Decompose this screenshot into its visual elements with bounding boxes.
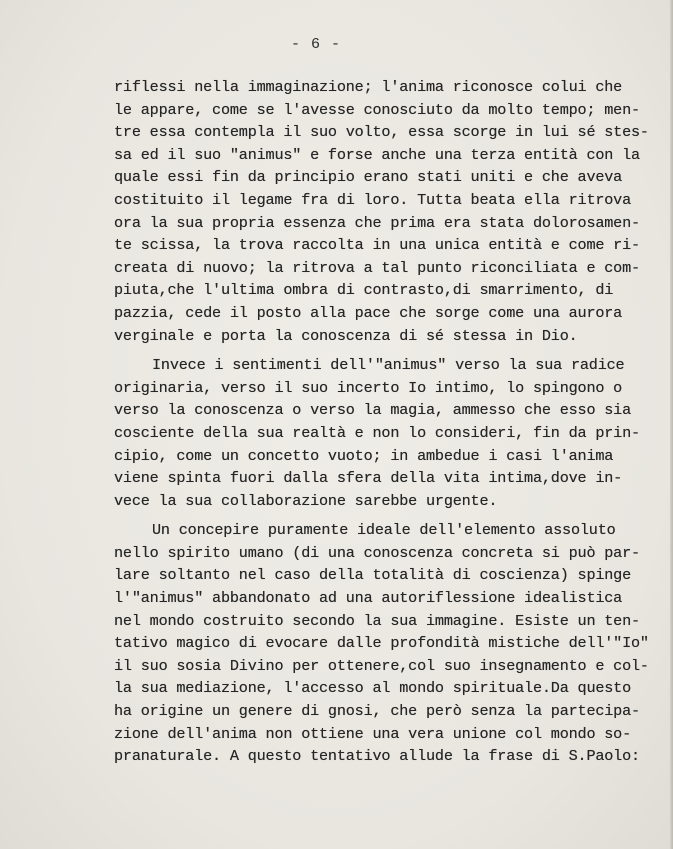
text-line: piuta,che l'ultima ombra di contrasto,di smarrimento, di xyxy=(114,281,614,300)
text-line: sa ed il suo "animus" e forse anche una terza entità con la xyxy=(114,145,640,164)
text-line: creata di nuovo; la ritrova a tal punto riconciliata e com- xyxy=(114,258,640,277)
text-line: pazzia, cede il posto alla pace che sorge come una aurora xyxy=(114,303,623,322)
text-line: pranaturale. A questo tentativo allude la frase di S.Paolo: xyxy=(114,747,640,766)
text-line: Un concepire puramente ideale dell'elemento assoluto xyxy=(152,521,616,540)
paragraph-gap xyxy=(114,347,574,354)
paragraph-gap xyxy=(114,512,574,519)
text-line: cipio, come un concetto vuoto; in ambedue i casi l'anima xyxy=(114,446,614,465)
text-line: ora la sua propria essenza che prima era stata dolorosamen- xyxy=(114,213,640,232)
text-line: riflessi nella immaginazione; l'anima riconosce colui che xyxy=(114,78,623,96)
text-line: le appare, come se l'avesse conosciuto da molto tempo; men- xyxy=(114,100,640,119)
text-line: costituito il legame fra di loro. Tutta beata ella ritrova xyxy=(114,190,632,209)
text-line: Invece i sentimenti dell'"animus" verso la sua radice xyxy=(152,356,625,375)
text-line: viene spinta fuori dalla sfera della vita intima,dove in- xyxy=(114,469,623,488)
text-line: originaria, verso il suo incerto Io intimo, lo spingono o xyxy=(114,378,623,397)
body-text xyxy=(114,76,649,768)
paragraph-3 xyxy=(114,519,649,768)
text-line: zione dell'anima non ottiene una vera unione col mondo so- xyxy=(114,724,632,743)
text-line: lare soltanto nel caso della totalità di coscienza) spinge xyxy=(114,566,632,585)
text-line: verginale e porta la conoscenza di sé stessa in Dio. xyxy=(114,326,578,345)
text-line: quale essi fin da principio erano stati uniti e che aveva xyxy=(114,168,623,187)
text-line: l'"animus" abbandonato ad una autoriflessione idealistica xyxy=(114,589,623,608)
text-line: vece la sua collaborazione sarebbe urgente. xyxy=(114,491,498,510)
text-line: la sua mediazione, l'accesso al mondo spirituale.Da questo xyxy=(114,679,632,698)
text-line: il suo sosia Divino per ottenere,col suo insegnamento e col- xyxy=(114,656,649,675)
text-line: verso la conoscenza o verso la magia, ammesso che esso sia xyxy=(114,401,632,420)
paragraph-1 xyxy=(114,76,649,347)
text-line: nello spirito umano (di una conoscenza concreta si può par- xyxy=(114,543,640,562)
text-line: cosciente della sua realtà e non lo consideri, fin da prin- xyxy=(114,423,640,442)
page-number: - 6 - xyxy=(290,36,341,53)
paragraph-2 xyxy=(114,354,640,512)
text-line: te scissa, la trova raccolta in una unica entità e come ri- xyxy=(114,236,640,255)
text-line: tativo magico di evocare dalle profondità mistiche dell'"Io" xyxy=(114,634,649,653)
text-line: nel mondo costruito secondo la sua immagine. Esiste un ten- xyxy=(114,611,640,630)
text-line: tre essa contempla il suo volto, essa scorge in lui sé stes- xyxy=(114,123,649,142)
text-line: ha origine un genere di gnosi, che però senza la partecipa- xyxy=(114,702,640,721)
